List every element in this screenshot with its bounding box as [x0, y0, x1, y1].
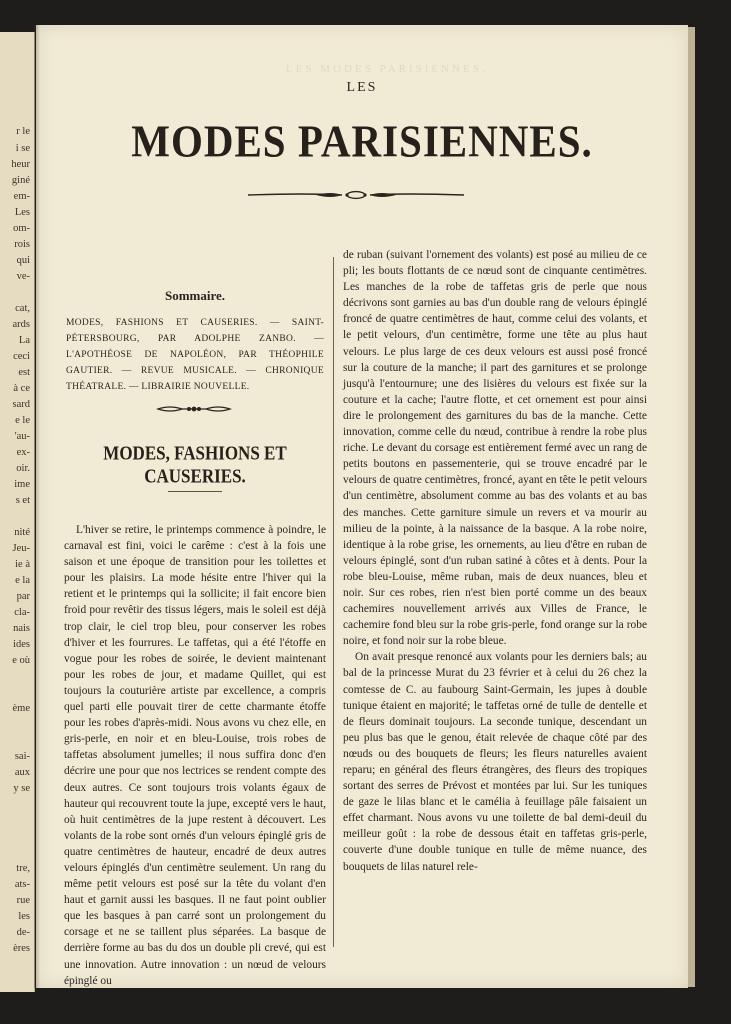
adjacent-page-fragment: ides — [13, 639, 30, 650]
adjacent-page-fragment: ime — [14, 479, 30, 490]
masthead-les: LES — [346, 80, 378, 95]
adjacent-page-fragment: ards — [12, 319, 30, 330]
section-ornament — [156, 404, 232, 414]
adjacent-page-fragment: 'au- — [14, 431, 30, 442]
adjacent-page-fragment: ie à — [15, 559, 30, 570]
adjacent-page-fragment: par — [16, 591, 30, 602]
adjacent-page-fragment: i se — [15, 143, 30, 154]
adjacent-page-fragment: r le — [16, 126, 30, 137]
article-body-left — [64, 522, 326, 989]
adjacent-page-fragment: sai- — [14, 751, 30, 762]
heading-rule — [168, 491, 222, 492]
adjacent-page-fragment: à ce — [13, 383, 30, 394]
adjacent-page-fragment: ères — [13, 943, 30, 954]
adjacent-page-fragment: aux — [14, 767, 30, 778]
page-edge — [688, 27, 695, 987]
adjacent-page-fragment: ème — [12, 703, 30, 714]
adjacent-page-fragment: cat, — [15, 303, 30, 314]
adjacent-page-fragment: ex- — [16, 447, 30, 458]
gutter-shadow — [34, 25, 40, 988]
adjacent-page-fragment: rue — [16, 895, 30, 906]
adjacent-page-fragment: e le — [15, 415, 30, 426]
article-paragraph: On avait presque renoncé aux volants pour les derniers bals; au bal de la princesse Murat du 23 février et à celui du 26 chez la comtesse de C. au faubourg Saint-Germain, les jupes à double tunique étaient en majorité; le taffetas orné de tulle de dentelle et de fleurs dominait toujours. La seconde tunique, descendant un peu plus bas que le genou, était relevée de chaque côté par des nœuds ou des bouquets de fleurs; les fleurs naturelles avaient reparu; en général des fleurs étrangères, des fleurs des tropiques sortant des serres de Prévost et montées par lui. Sur les tuniques de gaze le lilas blanc et le camélia à feuillage pâle faisaient un effet charmant. Nous avons vu une toilette de bal demi-deuil du meilleur goût : la robe de dessous était en taffetas gris-perle, couverte d'une double tunique en tulle de même nuance, des bouquets de lilas naturel rele- — [343, 651, 647, 873]
sommaire-heading: Sommaire. — [164, 288, 226, 303]
adjacent-page-fragment: Les — [14, 207, 30, 218]
sommaire-contents: MODES, FASHIONS ET CAUSERIES. — SAINT-PÉTERSBOURG, PAR ADOLPHE ZANBO. — L'APOTHÉOSE DE NAPOLÉON, PAR THÉOPHILE GAUTIER. — REVUE MUSICALE. — CHRONIQUE THÉATRALE. — LIBRAIRIE NOUVELLE. — [66, 318, 324, 392]
adjacent-page-fragment: qui — [16, 255, 30, 266]
article-paragraph: de ruban (suivant l'ornement des volants) est posé au milieu de ce pli; les bouts flottants de ce nœud sont de cinquante centimètres. Les manches de la robe de taffetas gris de perle que nous décrivons sont garnies au bas d'un double rang de velours épinglé froncé de quatre centimètres de haut, comme celui des volants, et le petit velours, d'un centimètre, forme une tête au plus haut velours. Le plus large de ces deux velours est aussi posé froncé sur la couture de la manche; il part des garnitures et se prolonge jusqu'à l'entournure; une des lisières du velours est fixée sur la couture et la cache; l'autre flotte, et cet ornement est pour ainsi dire le prolongement des garnitures du bas de la manche. Cette innovation, comme celle du nœud, contribue à rendre la robe plus riche. Le devant du corsage est entièrement fermé avec un rang de petits boutons en passementerie, qui se trouve encadré par le velours de quatre centimètres, froncé, ayant en tête le petit velours d'un centimètre, absolument comme au bas des volants et au bas des manches. Cette garniture simule un revers et va mourir au milieu de la pointe, à la naissance de la basque. A la robe noire, identique à la robe grise, les ornements, au lieu d'être en ruban de velours épinglé, sont d'un ruban satiné à côtes et à dents. Pour la robe bleu-Louise, même ruban, mais de deux nuances, bleu et noir. Sur ces robes, rien n'est bien porté comme un des beaux cachemires nouvellement arrivés aux Villes de France, le cachemire fond bleu sur la robe gris-perle, fond orange sur la robe noire, et fond noir sur la robe bleue. — [343, 249, 647, 648]
article-body-right — [343, 247, 647, 875]
adjacent-page-fragment: les — [18, 911, 30, 922]
adjacent-page-fragment: Jeu- — [12, 543, 30, 554]
adjacent-page — [0, 32, 35, 992]
article-heading: MODES, FASHIONS ET CAUSERIES. — [103, 442, 287, 487]
adjacent-page-fragment: em- — [13, 191, 30, 202]
adjacent-page-fragment: nité — [14, 527, 30, 538]
column-divider — [333, 257, 334, 947]
adjacent-page-fragment: s et — [15, 495, 30, 506]
masthead-title: MODES PARISIENNES. — [131, 115, 593, 167]
bleed-through-running-head: LES MODES PARISIENNES. — [286, 63, 488, 75]
adjacent-page-fragment: om- — [13, 223, 30, 234]
adjacent-page-fragment: ve- — [16, 271, 30, 282]
adjacent-page-fragment: cla- — [14, 607, 30, 618]
adjacent-page-fragment: La — [18, 335, 30, 346]
adjacent-page-fragment: oir. — [16, 463, 30, 474]
adjacent-page-fragment: y se — [13, 783, 30, 794]
adjacent-page-fragment: de- — [16, 927, 30, 938]
article-paragraph: L'hiver se retire, le printemps commence à poindre, le carnaval est fini, voici le carême : c'est à la fois une saison et une époque de transition pour les toilettes et pour les plaisirs. La mode hésite entre l'hiver qui la retient et le printemps qui la sollicite; il fait encore bien froid pour revêtir des tissus légers, mais le soleil est déjà trop clair, le ciel trop bleu, pour conserver les robes d'hiver et les fourrures. Le taffetas, qui a été l'étoffe en vogue pour les robes de soirée, le devient maintenant pour les robes de jour, et madame Quillet, qui est toujours la couturière artiste par excellence, a compris quel parti elle pouvait tirer de cette charmante étoffe pour les robes d'après-midi. Nous avons vu chez elle, en gris-perle, en noir et en bleu-Louise, trois robes de taffetas absolument jumelles; il nous suffira donc d'en décrire une pour que nos lectrices se rendent compte des deux autres. Ce sont toujours trois volants égaux de hauteur qui recouvrent toute la jupe, excepté vers le haut, où huit centimètres de la jupe restent à découvert. Les volants de la robe sont ornés d'un velours épinglé gris de quatre centimètres de hauteur, encadré de deux autres velours épinglés d'un centimètre seulement. Un rang du même petit velours est posé sur la tête du volant d'en haut et garnit aussi les basques. Il ne faut point oublier que les basques à pan carré sont un prolongement du corsage et ne se taillent plus séparées. La basque de derrière forme au bas du dos un double pli crevé, qui est une innovation. Autre innovation : un nœud de velours épinglé ou — [64, 524, 326, 987]
adjacent-page-fragment: est — [18, 367, 30, 378]
newspaper-page — [36, 25, 688, 988]
adjacent-page-fragment: sard — [12, 399, 30, 410]
adjacent-page-fragment: tre, — [16, 863, 30, 874]
adjacent-page-fragment: e la — [15, 575, 30, 586]
masthead-ornament-rule — [246, 187, 466, 203]
adjacent-page-fragment: ceci — [13, 351, 30, 362]
adjacent-page-fragment: heur — [11, 159, 30, 170]
adjacent-page-fragment: giné — [11, 175, 30, 186]
adjacent-page-fragment: e où — [12, 655, 30, 666]
adjacent-page-fragment: rois — [14, 239, 30, 250]
adjacent-page-fragment: ats- — [14, 879, 30, 890]
adjacent-page-fragment: nais — [13, 623, 30, 634]
